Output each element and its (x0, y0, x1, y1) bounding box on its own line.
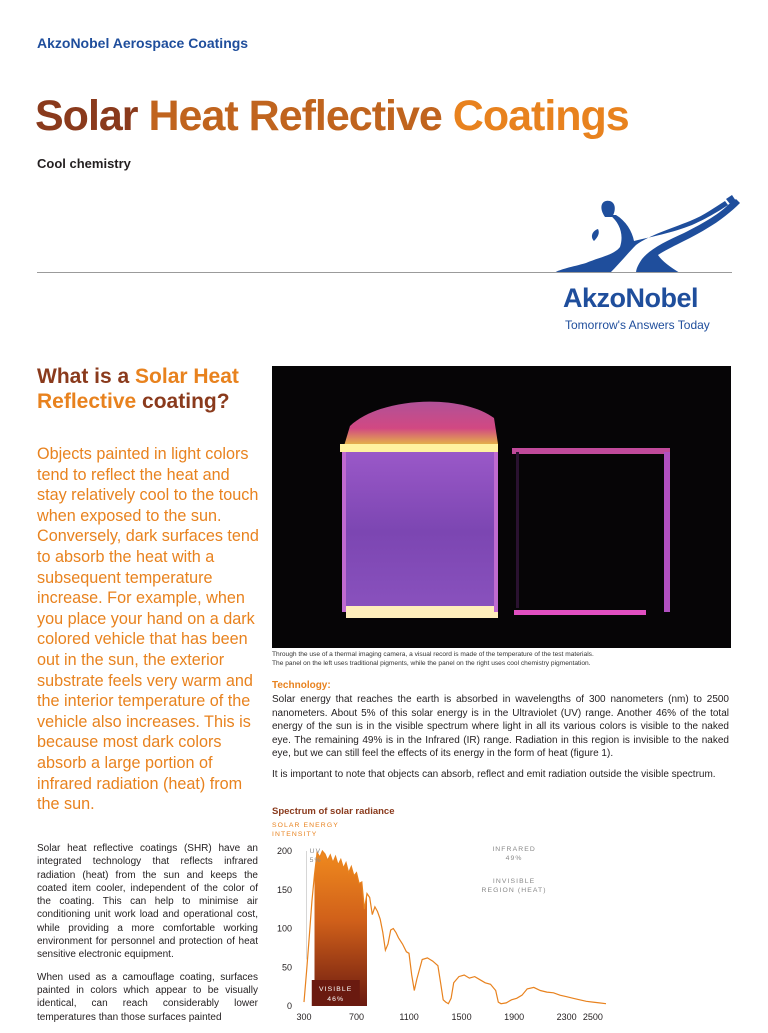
intro-paragraph: Objects painted in light colors tend to reflect the heat and stay relatively cool to the touch when exposed to the sun. Conversely, dark surfaces tend to absorb the heat with a subsequent temperature increase. For example, when you place your hand on a dark colored vehicle that has been out in the sun, the exterior substrate feels very warm and the interior temperature of the vehicle also increases. This is because most dark colors absorb a large portion of infrared radiation (heat) from the sun. (37, 445, 259, 814)
heading-part-3: coating? (136, 390, 230, 413)
visible-label: VISIBLE (319, 986, 353, 993)
caption-line-1: Through the use of a thermal imaging camera, a visual record is made of the temperature of the test materials. (272, 651, 594, 658)
uv-label: UV (309, 848, 322, 855)
title-part-2: Heat Reflective (148, 92, 453, 140)
section-heading (37, 364, 247, 414)
technology-paragraph-2: It is important to note that objects can absorb, reflect and emit radiation outside the visible spectrum. (272, 769, 716, 780)
invisible-label-line-1: INVISIBLE (492, 878, 536, 885)
invisible-label-line-2: REGION (HEAT) (481, 887, 547, 894)
heading-part-2: Solar Heat Reflective (37, 365, 239, 413)
image-caption (272, 650, 732, 668)
technology-paragraph-1: Solar energy that reaches the earth is absorbed in wavelengths of 300 nanometers (nm) to 2500 nanometers. About 5% of this solar energy is in the Ultraviolet (UV) range. Another 46% of the total energy of the sun is in the visible spectrum where light in all its various colors is visible to the naked eye. The remaining 49% is in the Infrared (IR) range. Radiation in this region is invisible to the naked eye, but we can still feel the effects of its energy in the form of heat (figure 1). (272, 694, 729, 759)
x-tick-label: 2500 (582, 1012, 603, 1022)
x-tick-label: 1500 (451, 1012, 472, 1022)
x-tick-label: 700 (349, 1012, 365, 1022)
x-tick-label: 300 (296, 1012, 312, 1022)
body-paragraph-1: Solar heat reflective coatings (SHR) have an integrated technology that reflects infrared radiation (heat) from the sun and keeps the coated item cooler, independent of the color of the coating. This can help to minimise air conditioning unit work load and operational cost, while providing a more comfortable working environment for personnel and protection of heat sensitive electronic equipment. (37, 843, 258, 961)
logo-tagline: Tomorrow's Answers Today (565, 318, 710, 332)
akzonobel-figure-logo (550, 195, 745, 275)
brand-name: AkzoNobel Aerospace Coatings (37, 35, 249, 51)
body-paragraph-2: When used as a camouflage coating, surfaces painted in colors which appear to be visually identical, can reach considerably lower temperatures than those surfaces painted (37, 971, 258, 1023)
y-axis-label-line-2: INTENSITY (272, 831, 318, 838)
infrared-label: INFRARED (492, 846, 536, 853)
thermal-image-graphic (272, 366, 731, 648)
caption-line-2: The panel on the left uses traditional pigments, while the panel on the right uses cool chemistry pigmentation. (272, 660, 591, 667)
body-column (37, 842, 258, 1033)
y-tick-label: 50 (281, 962, 292, 973)
technology-label: Technology: (272, 680, 331, 691)
page-title (35, 92, 629, 141)
y-tick-label: 100 (276, 923, 292, 934)
x-tick-label: 2300 (556, 1012, 577, 1022)
x-tick-label: 1900 (504, 1012, 525, 1022)
thermal-image (272, 366, 731, 648)
title-part-1: Solar (35, 92, 149, 140)
y-tick-label: 0 (286, 1001, 292, 1011)
solar-spectrum-chart (268, 818, 613, 1024)
header-divider (37, 272, 732, 273)
logo-wordmark: AkzoNobel (563, 283, 699, 313)
y-tick-label: 150 (276, 884, 292, 895)
y-tick-label: 200 (276, 846, 292, 856)
y-axis-label-line-1: SOLAR ENERGY (272, 822, 339, 829)
x-tick-label: 1100 (399, 1012, 419, 1022)
page-subtitle: Cool chemistry (37, 156, 131, 171)
infrared-percent: 49% (505, 855, 523, 862)
title-part-3: Coatings (452, 92, 629, 140)
heading-part-1: What is a (37, 365, 136, 388)
chart-title: Spectrum of solar radiance (272, 806, 395, 817)
visible-percent: 46% (327, 996, 345, 1003)
uv-percent: 5% (309, 857, 322, 864)
